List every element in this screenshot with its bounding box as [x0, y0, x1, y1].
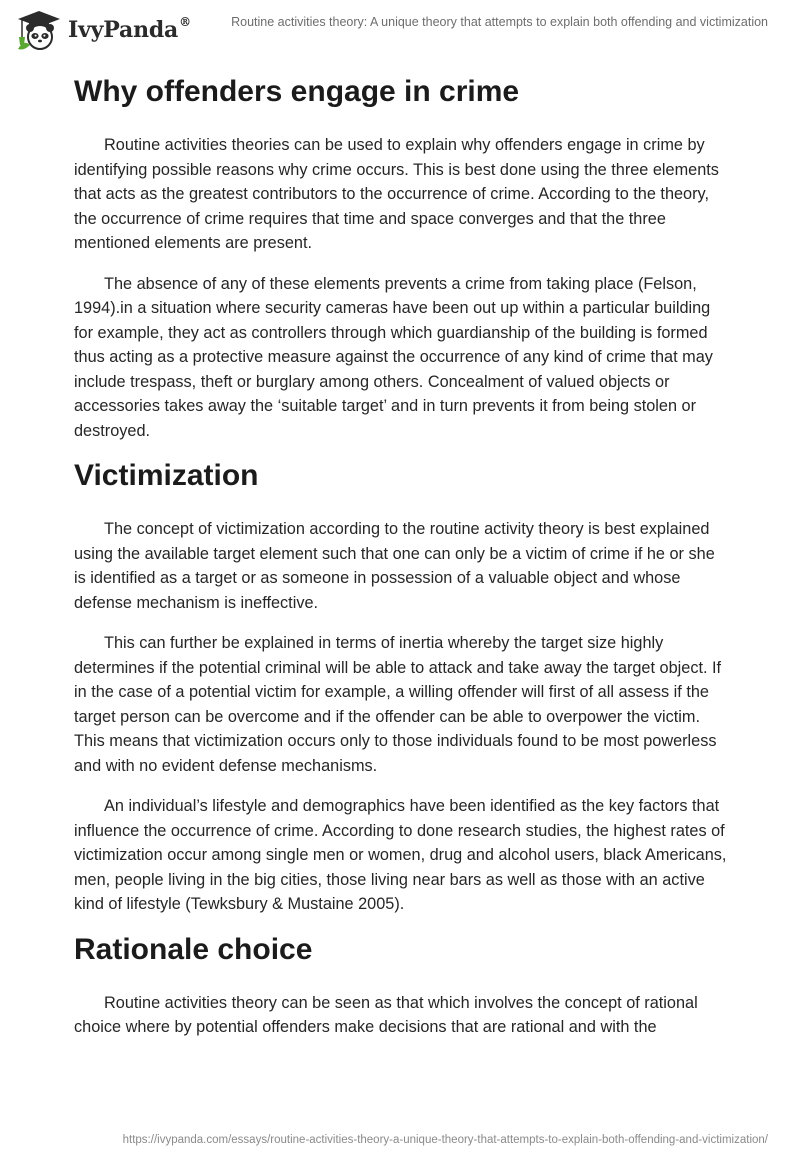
panda-graduate-icon: [16, 9, 62, 51]
paragraph: This can further be explained in terms of inertia whereby the target size highly determines if the potential criminal will be able to attack and take away the target object. If in the case of a potential victim for example, a willing offender will first of all assess if the target person can be overcome and if the offender can be able to overpower the victim. This means that victimization occurs only to those individuals found to be most powerless and with no evident defense mechanisms.: [74, 634, 722, 775]
section-heading: Why offenders engage in crime: [74, 75, 520, 108]
page-header: [0, 0, 800, 56]
paragraph: The concept of victimization according to the routine activity theory is best explained using the available target element such that one can only be a victim of crime if he or she is identified as a target or as someone in possession of a valuable object and whose defense mechanism is ineffective.: [74, 520, 715, 612]
paragraph: Routine activities theory can be seen as that which involves the concept of rational choice where by potential offenders make decisions that are rational and with the: [74, 993, 698, 1036]
logo-wordmark: IvyPanda®: [68, 15, 191, 43]
document-running-title: Routine activities theory: A unique theory that attempts to explain both offending and victimization: [231, 15, 768, 29]
section-rationale-choice: [74, 930, 729, 1040]
section-heading: Rationale choice: [74, 932, 313, 966]
source-url[interactable]: https://ivypanda.com/essays/routine-activities-theory-a-unique-theory-that-attempts-to-explain-both-offending-and-victimization/: [122, 1134, 768, 1146]
paragraph: The absence of any of these elements prevents a crime from taking place (Felson, 1994).in a situation where security cameras have been out up within a particular building for example, they act as controllers through which guardianship of the building is formed thus acting as a protective measure against the occurrence of any kind of crime that may include trespass, theft or burglary among others. Concealment of valued objects or accessories takes away the ‘suitable target’ and in turn prevents it from being stolen or destroyed.: [74, 274, 713, 440]
section-victimization: [74, 456, 729, 917]
essay-content: [74, 72, 729, 1040]
paragraph: Routine activities theories can be used to explain why offenders engage in crime by identifying possible reasons why crime occurs. This is best done using the three elements that acts as the greatest contributors to the occurrence of crime. According to the theory, the occurrence of crime requires that time and space converges and that the three mentioned elements are present.: [74, 136, 719, 252]
ivypanda-logo[interactable]: [16, 9, 191, 51]
section-heading: Victimization: [74, 459, 259, 492]
paragraph: An individual’s lifestyle and demographics have been identified as the key factors that influence the occurrence of crime. According to done research studies, the highest rates of victimization occur among single men or women, drug and alcohol users, black Americans, men, people living in the big cities, those living near bars as well as those with an active kind of lifestyle (Tewksbury & Mustaine 2005).: [74, 797, 727, 913]
section-why-offenders: [74, 72, 729, 443]
